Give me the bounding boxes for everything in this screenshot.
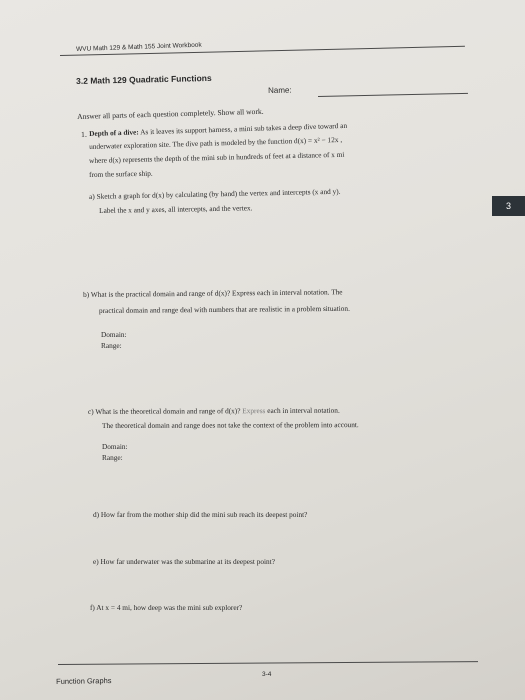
part-d-question: d) How far from the mother ship did the mini sub reach its deepest point? [93,510,308,519]
part-c-line-1-start: c) What is the theoretical domain and range of d(x)? [88,406,243,416]
part-e-question: e) How far underwater was the submarine at its deepest point? [93,557,275,566]
page-number: 3-4 [262,671,272,678]
footer-rule [58,661,478,665]
side-page-tab[interactable]: 3 [492,196,525,216]
part-b-line-1: b) What is the practical domain and range of d(x)? Express each in interval notation. The [83,287,343,299]
part-b-line-2: practical domain and range deal with numbers that are realistic in a problem situation. [99,303,350,315]
problem-line-4: from the surface ship. [89,168,153,179]
part-a-line-2: Label the x and y axes, all intercepts, and the vertex. [99,203,253,215]
part-f-question: f) At x = 4 mi, how deep was the mini sub explorer? [90,603,243,612]
part-c-line-1-end: each in interval notation. [265,405,340,416]
problem-line-3: where d(x) represents the depth of the mini sub in hundreds of feet at a distance of x mi [89,149,345,165]
name-label: Name: [268,85,292,95]
problem-title: Depth of a dive: [89,127,139,138]
part-c-line-1 [88,406,340,416]
footer-section-name: Function Graphs [56,676,112,686]
part-c-domain-label: Domain: [102,442,128,451]
name-field-line[interactable] [318,93,468,97]
problem-line-2: underwater exploration site. The dive path is modeled by the function d(x) = x² − 12x , [89,134,343,151]
instructions: Answer all parts of each question completely. Show all work. [77,106,264,121]
section-title: 3.2 Math 129 Quadratic Functions [76,72,212,86]
part-c-line-2: The theoretical domain and range does not take the context of the problem into account. [102,420,359,430]
problem-line-1-text: As it leaves its support harness, a mini sub takes a deep dive toward an [138,120,348,137]
part-b-domain-label: Domain: [101,330,127,339]
part-c-range-label: Range: [102,453,123,462]
part-b-range-label: Range: [101,341,122,350]
problem-number: 1. [81,129,87,139]
part-c-line-1-faded: Express [242,406,266,416]
workbook-title: WVU Math 129 & Math 155 Joint Workbook [76,41,202,53]
part-a-line-1: a) Sketch a graph for d(x) by calculating (by hand) the vertex and intercepts (x and y). [89,186,341,201]
